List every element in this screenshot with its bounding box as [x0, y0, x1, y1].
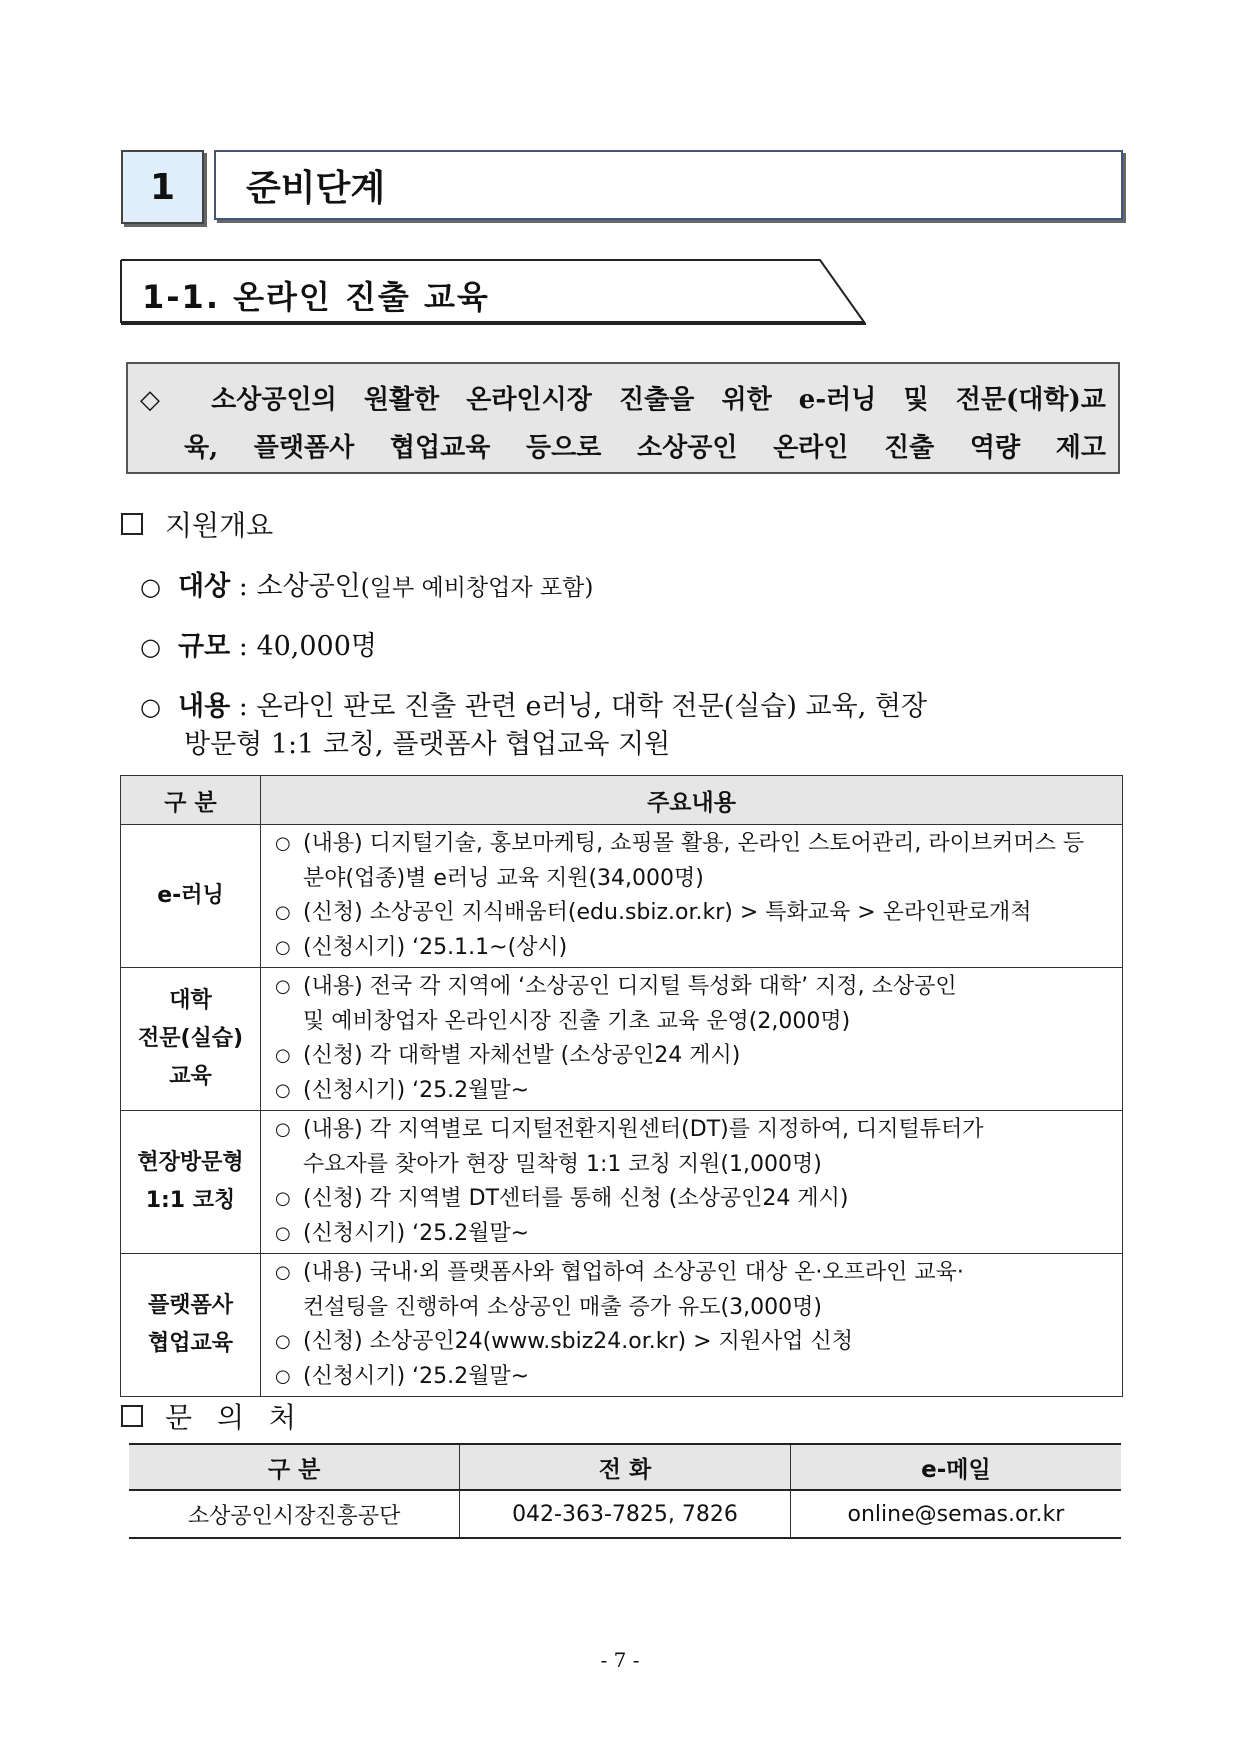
- summary-word: 제고: [1055, 433, 1106, 463]
- table-row: [121, 825, 1123, 968]
- item-text-line: (신청) 소상공인24(www.sbiz24.or.kr) > 지원사업 신청: [303, 1329, 854, 1354]
- summary-word: 플랫폼사: [253, 433, 355, 463]
- item-text-line: (신청) 소상공인 지식배움터(edu.sbiz.or.kr) > 특화교육 > 온라인판로개척: [303, 900, 1032, 925]
- list-item: [275, 1182, 1112, 1217]
- summary-line-2: [140, 424, 1106, 472]
- page-number: - 7 -: [600, 1648, 640, 1672]
- list-item: [275, 1113, 1112, 1182]
- circle-bullet-icon: ○: [140, 573, 161, 601]
- item-text-line: 및 예비창업자 온라인시장 진출 기초 교육 운영(2,000명): [303, 1008, 851, 1034]
- summary-word: 온라인시장: [466, 385, 592, 415]
- category-label: 1:1 코칭: [145, 1188, 236, 1213]
- table-content-cell: [261, 825, 1123, 968]
- circle-bullet-icon: ○: [275, 936, 291, 958]
- table-row: [121, 968, 1123, 1111]
- summary-word: e-러닝: [798, 385, 877, 415]
- scale-line: ○ 규모 : 40,000명: [140, 631, 377, 662]
- item-text-line: (신청) 각 지역별 DT센터를 통해 신청 (소상공인24 게시): [303, 1186, 849, 1211]
- item-text-line: (신청) 각 대학별 자체선발 (소상공인24 게시): [303, 1043, 741, 1068]
- circle-bullet-icon: ○: [275, 1119, 291, 1140]
- list-item: [275, 1074, 1112, 1109]
- summary-word: 및: [903, 385, 929, 415]
- support-heading-text: 지원개요: [165, 509, 274, 542]
- circle-bullet-icon: ○: [275, 833, 291, 854]
- section-header: [120, 258, 866, 326]
- item-text-line: 수요자를 찾아가 현장 밀착형 1:1 코칭 지원(1,000명): [303, 1151, 822, 1177]
- table-category-cell: [121, 825, 261, 968]
- list-item: [275, 896, 1112, 931]
- contact-email[interactable]: online@semas.or.kr: [790, 1490, 1121, 1538]
- table-row: [121, 1111, 1123, 1254]
- list-item: [275, 1325, 1112, 1360]
- contact-phone: 042-363-7825, 7826: [460, 1490, 791, 1538]
- table-row: [121, 1254, 1123, 1397]
- list-item: [275, 1217, 1112, 1252]
- checkbox-square-icon: [121, 1405, 143, 1427]
- list-item: [275, 970, 1112, 1039]
- content-label: 내용: [178, 691, 231, 722]
- circle-bullet-icon: ○: [275, 1222, 291, 1244]
- summary-word: 소상공인: [636, 433, 738, 463]
- contact-heading-text: 문 의 처: [165, 1401, 304, 1434]
- circle-bullet-icon: ○: [275, 1188, 291, 1209]
- contact-header-email: e-메일: [790, 1444, 1121, 1490]
- chapter-title: 준비단계: [214, 150, 1123, 220]
- table-category-cell: [121, 1111, 261, 1254]
- summary-word: 진출: [884, 433, 935, 463]
- list-item: [275, 827, 1112, 896]
- item-text-line: (신청시기) ‘25.2월말~: [303, 1363, 530, 1389]
- list-item: [275, 1039, 1112, 1074]
- circle-bullet-icon: ○: [275, 976, 291, 997]
- table-category-cell: [121, 1254, 261, 1397]
- circle-bullet-icon: ○: [275, 1331, 291, 1352]
- item-text-line: (내용) 각 지역별로 디지털전환지원센터(DT)를 지정하여, 디지털튜터가: [303, 1117, 984, 1142]
- item-text-line: (신청시기) ‘25.1.1~(상시): [303, 934, 568, 960]
- section-title: 1-1. 온라인 진출 교육: [142, 278, 490, 316]
- table-header-content: 주요내용: [261, 776, 1123, 825]
- category-label: 플랫폼사: [147, 1293, 233, 1318]
- item-text-line: (신청시기) ‘25.2월말~: [303, 1077, 530, 1103]
- item-text-line: (내용) 디지털기술, 홍보마케팅, 쇼핑몰 활용, 온라인 스토어관리, 라이브커머스 등: [303, 831, 1085, 856]
- summary-word: 등으로: [525, 433, 602, 463]
- item-text-line: (신청시기) ‘25.2월말~: [303, 1220, 530, 1246]
- category-label: 협업교육: [147, 1331, 233, 1356]
- category-label: 전문(실습): [137, 1026, 244, 1051]
- item-text-line: 분야(업종)별 e러닝 교육 지원(34,000명): [303, 865, 704, 891]
- contact-organization: 소상공인시장진흥공단: [129, 1490, 460, 1538]
- category-label: e-러닝: [157, 883, 224, 908]
- summary-line-1: [140, 376, 1106, 424]
- summary-word: 소상공인의: [211, 385, 337, 415]
- table-content-cell: [261, 1111, 1123, 1254]
- scale-value: 40,000명: [256, 631, 377, 662]
- table-row: [129, 1490, 1121, 1538]
- content-line: ○ 내용 : 온라인 판로 진출 관련 e러닝, 대학 전문(실습) 교육, 현장: [140, 691, 928, 722]
- summary-word: 협업교육: [389, 433, 491, 463]
- item-text-line: (내용) 국내·외 플랫폼사와 협업하여 소상공인 대상 온·오프라인 교육·: [303, 1260, 964, 1285]
- table-header-category: 구 분: [121, 776, 261, 825]
- circle-bullet-icon: ○: [275, 1365, 291, 1387]
- item-text-line: 컨설팅을 진행하여 소상공인 매출 증가 유도(3,000명): [303, 1294, 822, 1320]
- contact-header-phone: 전 화: [460, 1444, 791, 1490]
- category-label: 교육: [169, 1064, 212, 1089]
- scale-label: 규모: [178, 631, 231, 662]
- summary-word: 진출을: [618, 385, 695, 415]
- category-label: 대학: [169, 988, 212, 1013]
- table-category-cell: [121, 968, 261, 1111]
- target-note: (일부 예비창업자 포함): [360, 575, 594, 601]
- target-line: ○ 대상 : 소상공인(일부 예비창업자 포함): [140, 571, 594, 602]
- content-line-2: 방문형 1:1 코칭, 플랫폼사 협업교육 지원: [184, 729, 671, 760]
- diamond-bullet-icon: ◇: [140, 385, 160, 415]
- support-heading: [121, 504, 273, 544]
- circle-bullet-icon: ○: [275, 1045, 291, 1066]
- circle-bullet-icon: ○: [275, 1079, 291, 1101]
- category-label: 현장방문형: [137, 1150, 244, 1175]
- table-content-cell: [261, 968, 1123, 1111]
- chapter-number: 1: [121, 150, 204, 224]
- list-item: [275, 931, 1112, 966]
- summary-word: 온라인: [773, 433, 849, 463]
- item-text-line: (내용) 전국 각 지역에 ‘소상공인 디지털 특성화 대학’ 지정, 소상공인: [303, 974, 957, 999]
- summary-word: 육,: [184, 433, 219, 463]
- circle-bullet-icon: ○: [275, 902, 291, 923]
- content-value-1: 온라인 판로 진출 관련 e러닝, 대학 전문(실습) 교육, 현장: [256, 691, 928, 722]
- list-item: [275, 1360, 1112, 1395]
- summary-box: [126, 362, 1120, 474]
- circle-bullet-icon: ○: [140, 633, 161, 661]
- summary-word: 전문(대학)교: [955, 385, 1106, 415]
- program-table: [120, 775, 1123, 1397]
- summary-word: 역량: [969, 433, 1021, 463]
- checkbox-square-icon: [121, 513, 143, 535]
- table-content-cell: [261, 1254, 1123, 1397]
- circle-bullet-icon: ○: [275, 1262, 291, 1283]
- contact-heading: [121, 1396, 304, 1436]
- target-label: 대상: [178, 571, 231, 602]
- program-table-body: [121, 825, 1123, 1397]
- list-item: [275, 1256, 1112, 1325]
- summary-word: 위한: [721, 385, 772, 415]
- target-value: 소상공인: [256, 571, 361, 602]
- circle-bullet-icon: ○: [140, 693, 161, 721]
- contact-table: [129, 1443, 1121, 1539]
- summary-word: 원활한: [363, 385, 440, 415]
- contact-header-category: 구 분: [129, 1444, 460, 1490]
